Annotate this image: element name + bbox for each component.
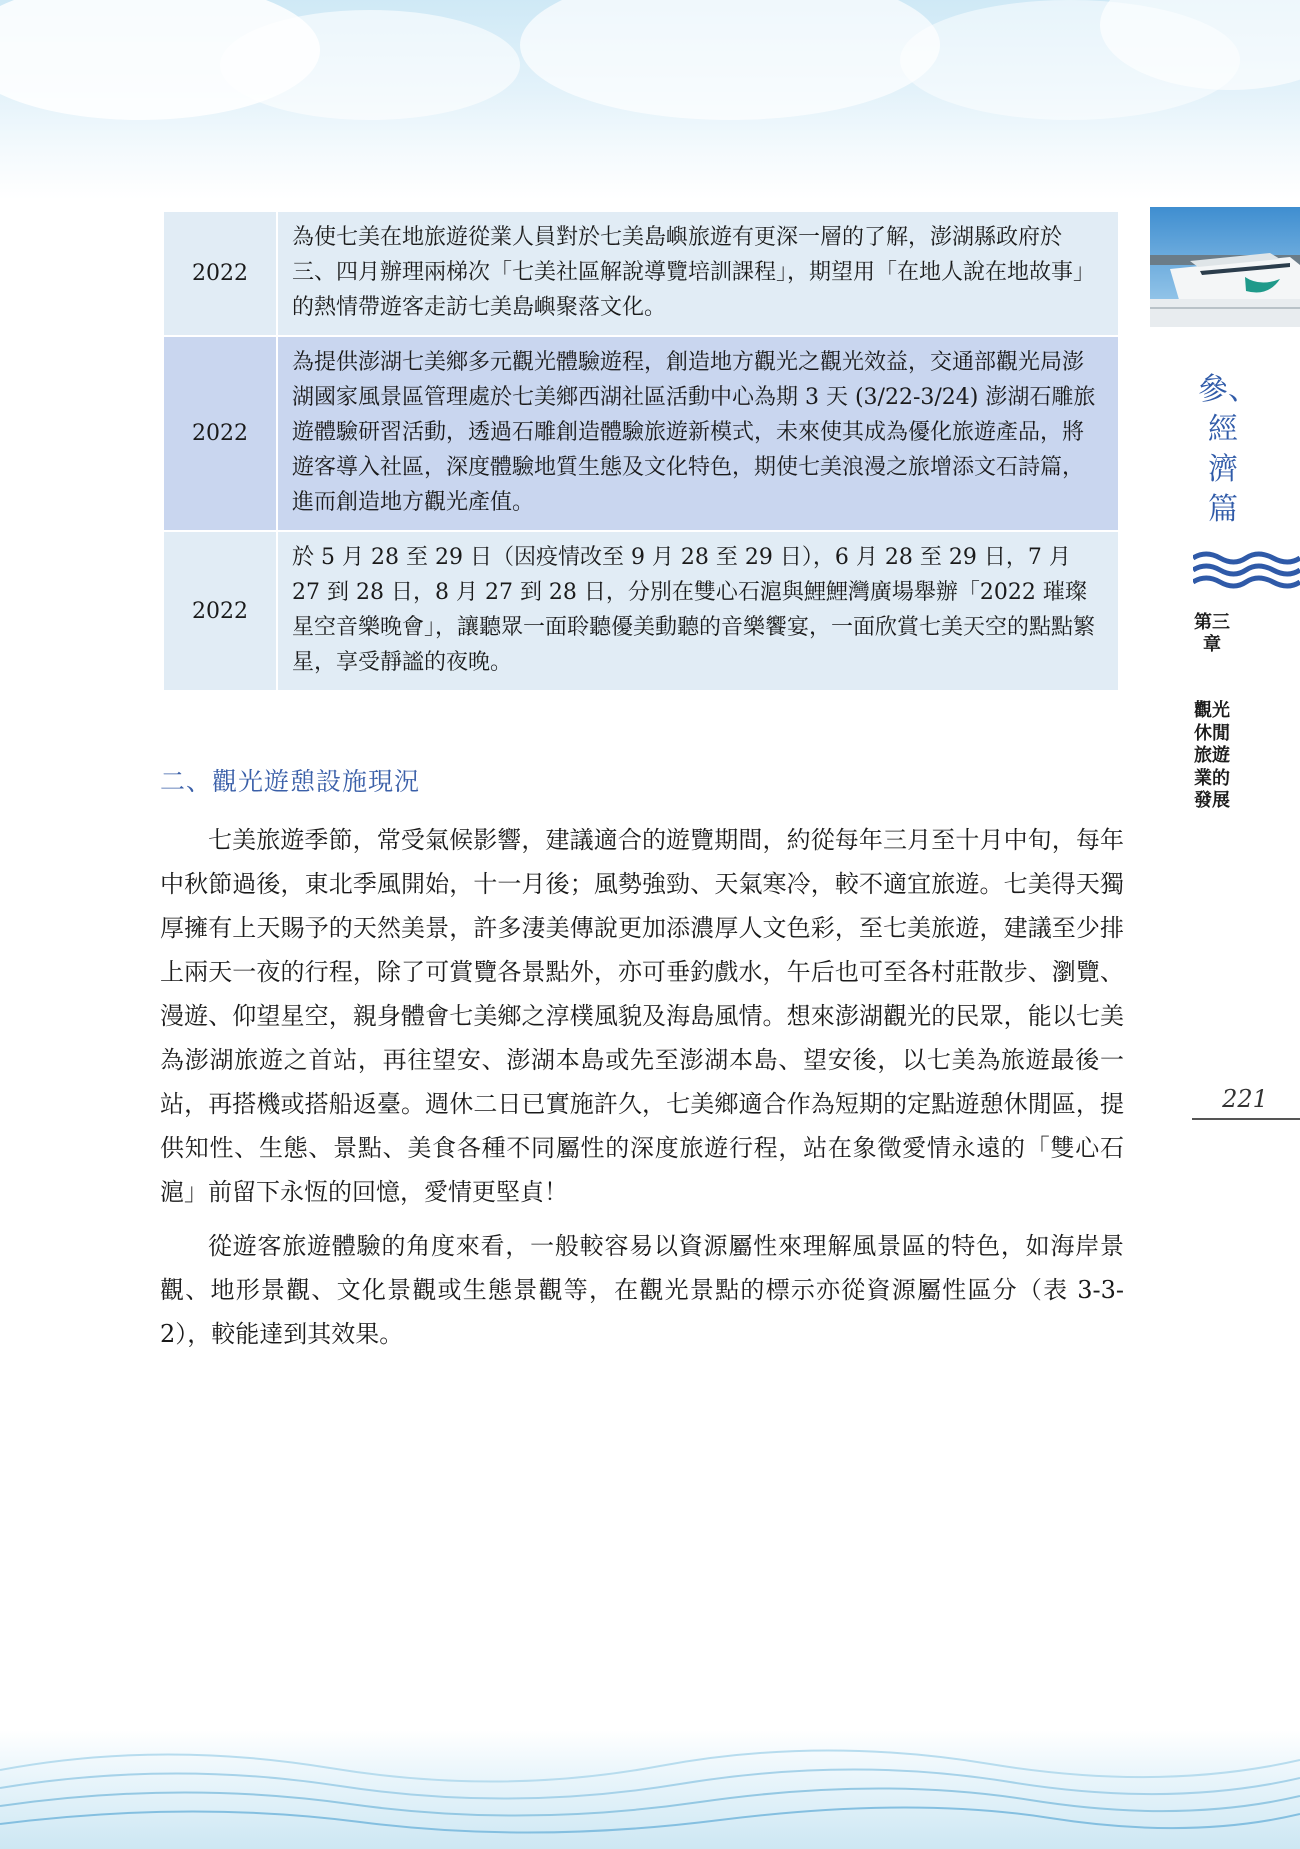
body-paragraph: 七美旅遊季節，常受氣候影響，建議適合的遊覽期間，約從每年三月至十月中旬，每年中秋節過後，東北季風開始，十一月後；風勢強勁、天氣寒冷，較不適宜旅遊。七美得天獨厚擁有上天賜予的天然美景，許多淒美傳說更加添濃厚人文色彩，至七美旅遊，建議至少排上兩天一夜的行程，除了可賞覽各景點外，亦可垂釣戲水，午后也可至各村莊散步、瀏覽、漫遊、仰望星空，親身體會七美鄉之淳樸風貌及海島風情。想來澎湖觀光的民眾，能以七美為澎湖旅遊之首站，再往望安、澎湖本島或先至澎湖本島、望安後，以七美為旅遊最後一站，再搭機或搭船返臺。週休二日已實施許久，七美鄉適合作為短期的定點遊憩休閒區，提供知性、生態、景點、美食各種不同屬性的深度旅遊行程，站在象徵愛情永遠的「雙心石滬」前留下永恆的回憶，愛情更堅貞！ (160, 826, 1124, 1206)
wave-icon (1193, 550, 1300, 592)
chapter-label-vertical: 第三章 (1194, 612, 1230, 655)
description-cell: 為使七美在地旅遊從業人員對於七美島嶼旅遊有更深一層的了解，澎湖縣政府於三、四月辦理兩梯次「七美社區解說導覽培訓課程」，期望用「在地人說在地故事」的熱情帶遊客走訪七美島嶼聚落文化。 (277, 211, 1119, 336)
chapter-title-vertical: 觀光休閒旅遊業的發展 (1194, 700, 1230, 811)
table-row (163, 531, 1119, 691)
footer-wave-background (0, 1730, 1300, 1849)
part-title-vertical: 參、經濟篇 (1198, 372, 1258, 527)
description-cell: 於 5 月 28 至 29 日（因疫情改至 9 月 28 至 29 日），6 月 28 至 29 日，7 月 27 到 28 日，8 月 27 到 28 日，分別在雙心石滬與鯉鯉灣廣場舉辦「2022 璀璨星空音樂晚會」，讓聽眾一面聆聽優美動聽的音樂饗宴，一面欣賞七美天空的點點繁星，享受靜謐的夜晚。 (277, 531, 1119, 691)
year-cell: 2022 (163, 211, 277, 336)
page-number: 221 (1222, 1085, 1268, 1113)
section-heading: 二、觀光遊憩設施現況 (160, 767, 421, 796)
description-cell: 為提供澎湖七美鄉多元觀光體驗遊程，創造地方觀光之觀光效益，交通部觀光局澎湖國家風景區管理處於七美鄉西湖社區活動中心為期 3 天 (3/22-3/24) 澎湖石雕旅遊體驗研習活動，透過石雕創造體驗旅遊新模式，未來使其成為優化旅遊產品，將遊客導入社區，深度體驗地質生態及文化特色，期使七美浪漫之旅增添文石詩篇，進而創造地方觀光產值。 (277, 336, 1119, 531)
page-number-rule (1192, 1118, 1300, 1120)
year-cell: 2022 (163, 336, 277, 531)
events-table (162, 210, 1120, 692)
ferry-photo (1150, 207, 1300, 327)
header-sky-background (0, 0, 1300, 200)
table-row (163, 211, 1119, 336)
year-cell: 2022 (163, 531, 277, 691)
cloud (520, 0, 940, 120)
cloud (220, 10, 520, 120)
body-paragraph: 從遊客旅遊體驗的角度來看，一般較容易以資源屬性來理解風景區的特色，如海岸景觀、地形景觀、文化景觀或生態景觀等，在觀光景點的標示亦從資源屬性區分（表 3-3-2），較能達到其效果。 (160, 1232, 1124, 1348)
table-row (163, 336, 1119, 531)
